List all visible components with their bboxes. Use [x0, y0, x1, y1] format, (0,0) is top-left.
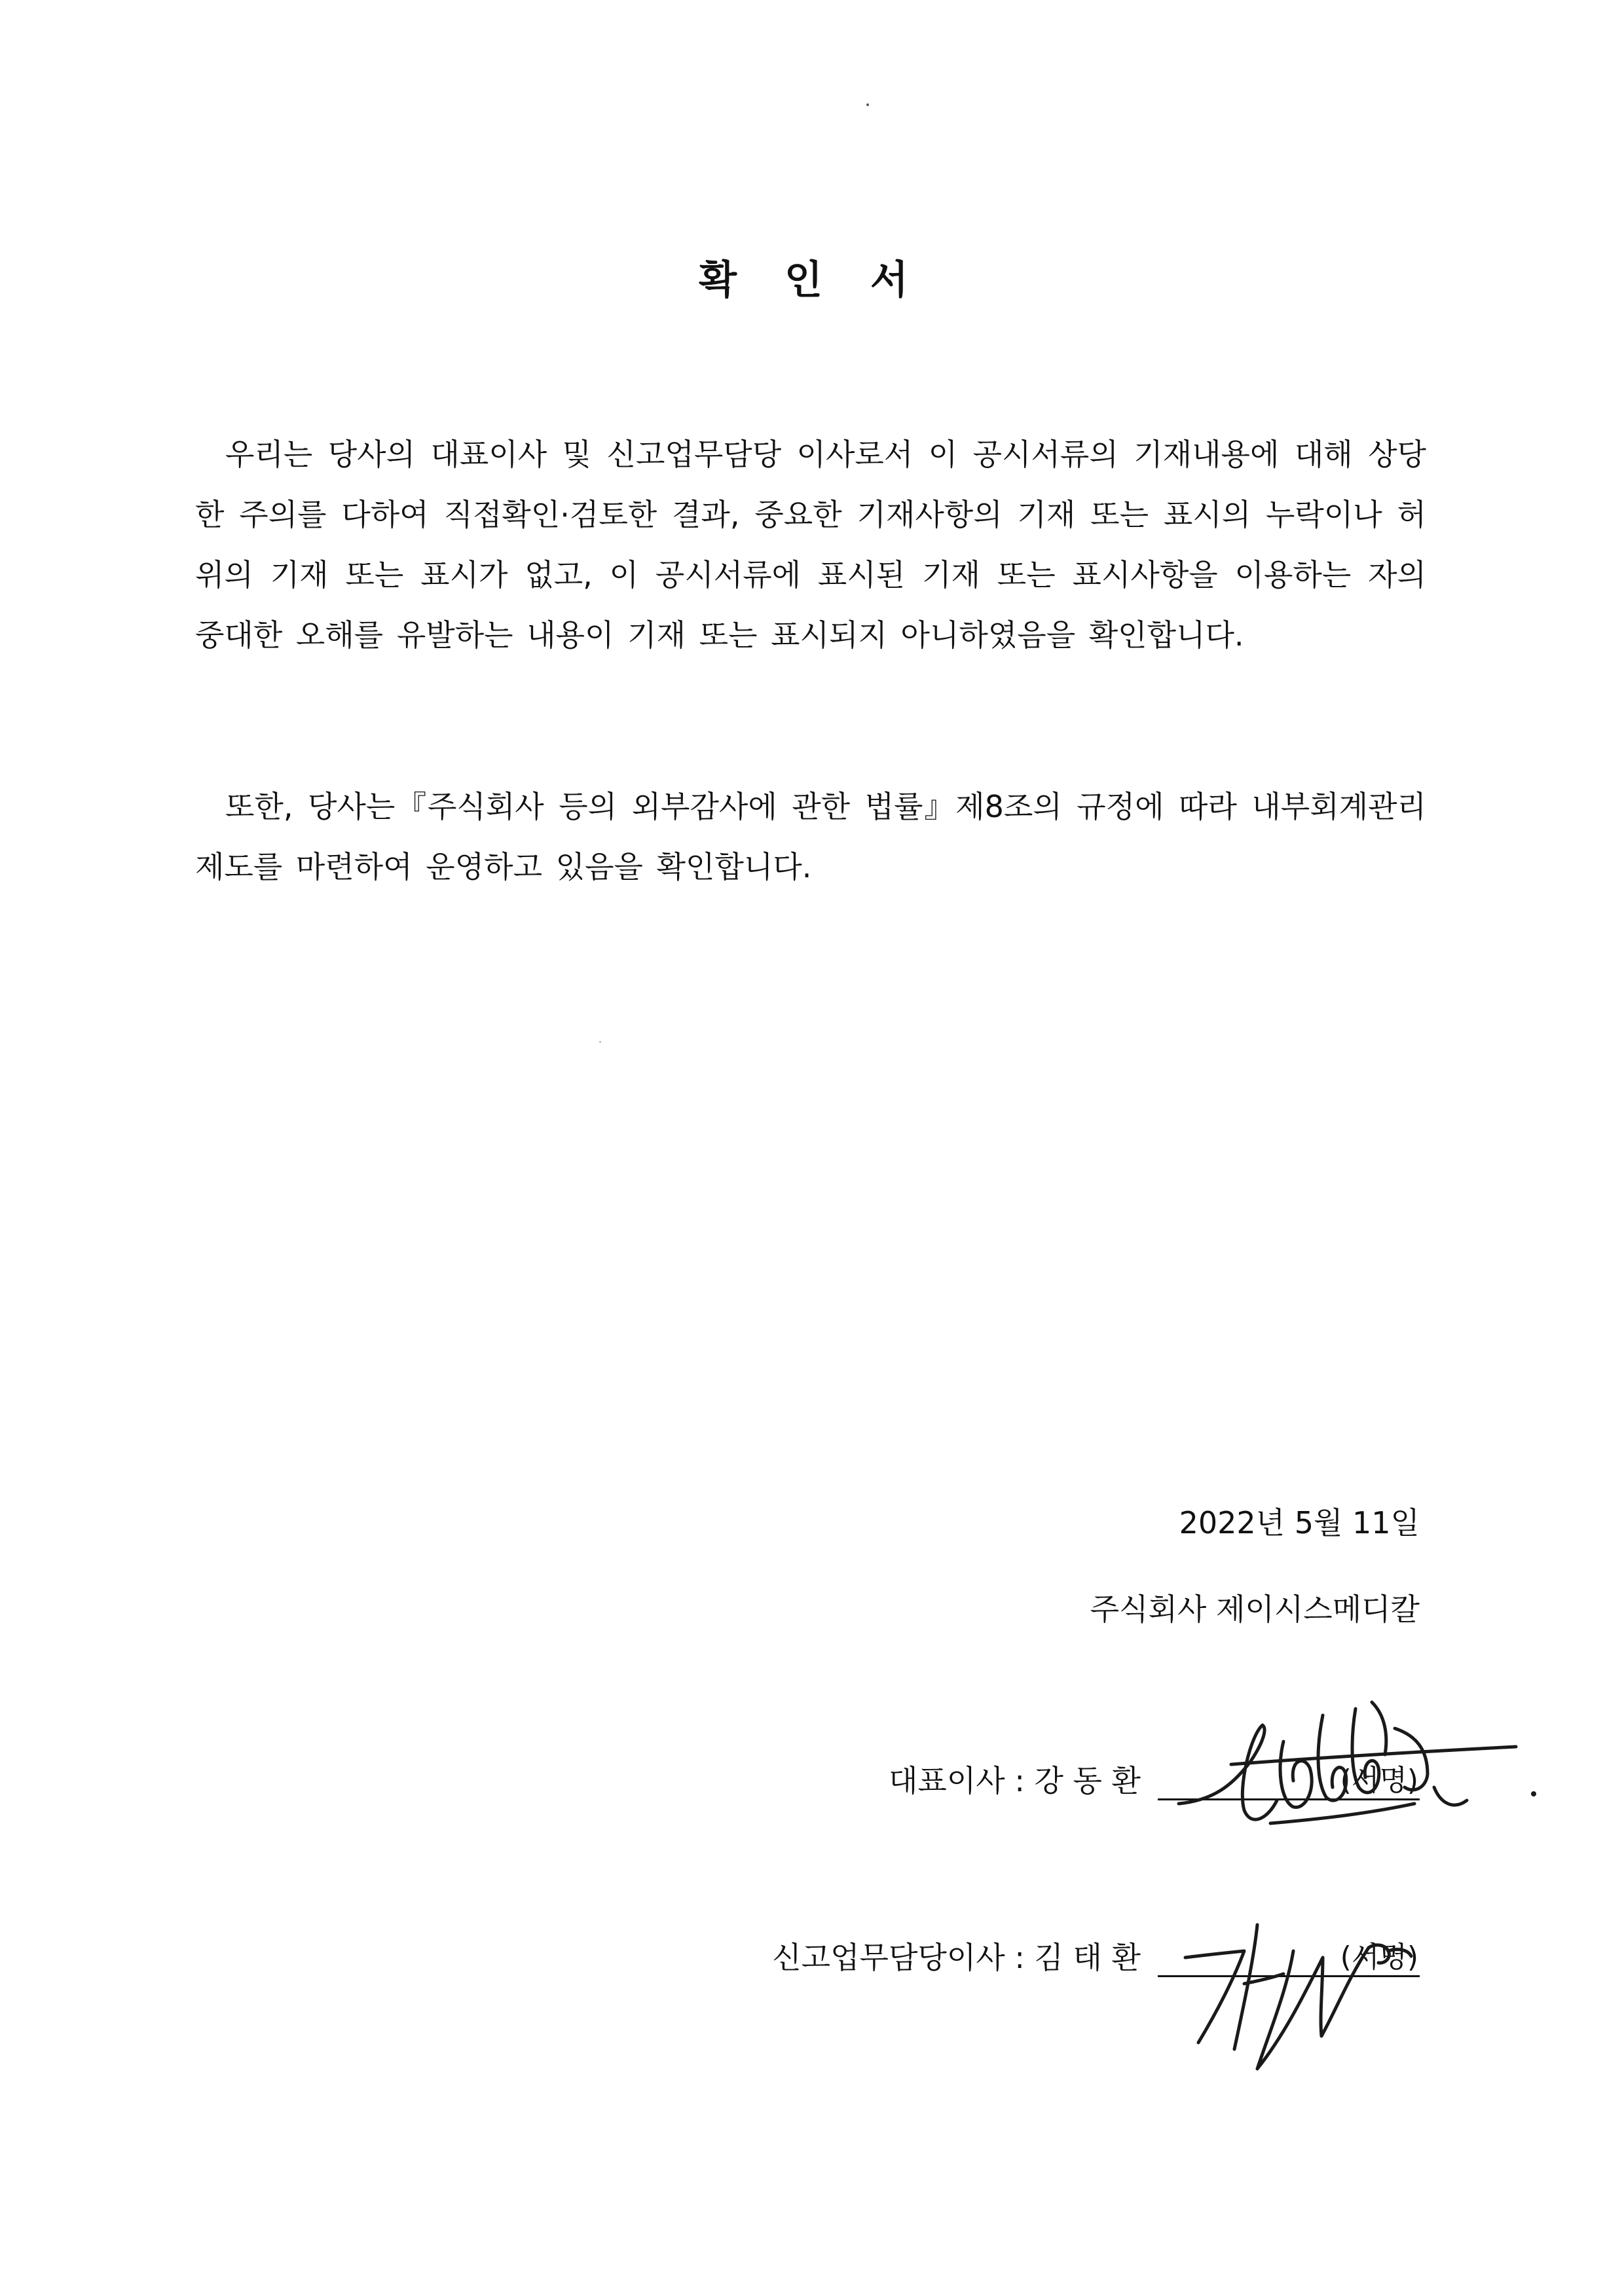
- document-title: 확 인 서: [699, 257, 925, 303]
- ceo-signature-blank: [1158, 1762, 1420, 1800]
- officer-label: 신고업무담당이사 : 김 태 환: [772, 1940, 1141, 1975]
- officer-signature-line: [772, 1938, 1420, 1977]
- officer-sign-mark: (서명): [1340, 1941, 1418, 1974]
- handwritten-signature-icon: [1172, 1886, 1421, 2075]
- scan-speck: [866, 103, 869, 106]
- company-name: 주식회사 제이시스메디칼: [1090, 1592, 1420, 1627]
- body-paragraph-1: 우리는 당사의 대표이사 및 신고업무담당 이사로서 이 공시서류의 기재내용에 대해 상당한 주의를 다하여 직접확인·검토한 결과, 중요한 기재사항의 기재 또는 표시의 누락이나 허위의 기재 또는 표시가 없고, 이 공시서류에 표시된 기재 또는 표시사항을 이용하는 자의 중대한 오해를 유발하는 내용이 기재 또는 표시되지 아니하였음을 확인합니다.: [195, 437, 1426, 653]
- ceo-signature-line: [889, 1761, 1420, 1800]
- ceo-sign-mark: (서명): [1340, 1764, 1418, 1797]
- body-paragraph-2: 또한, 당사는『주식회사 등의 외부감사에 관한 법률』제8조의 규정에 따라 내부회계관리제도를 마련하여 운영하고 있음을 확인합니다.: [195, 789, 1426, 884]
- scan-speck: [599, 1041, 601, 1043]
- document-date: 2022년 5월 11일: [1179, 1505, 1420, 1540]
- ceo-label: 대표이사 : 강 동 환: [888, 1763, 1141, 1798]
- officer-signature-blank: [1158, 1939, 1420, 1977]
